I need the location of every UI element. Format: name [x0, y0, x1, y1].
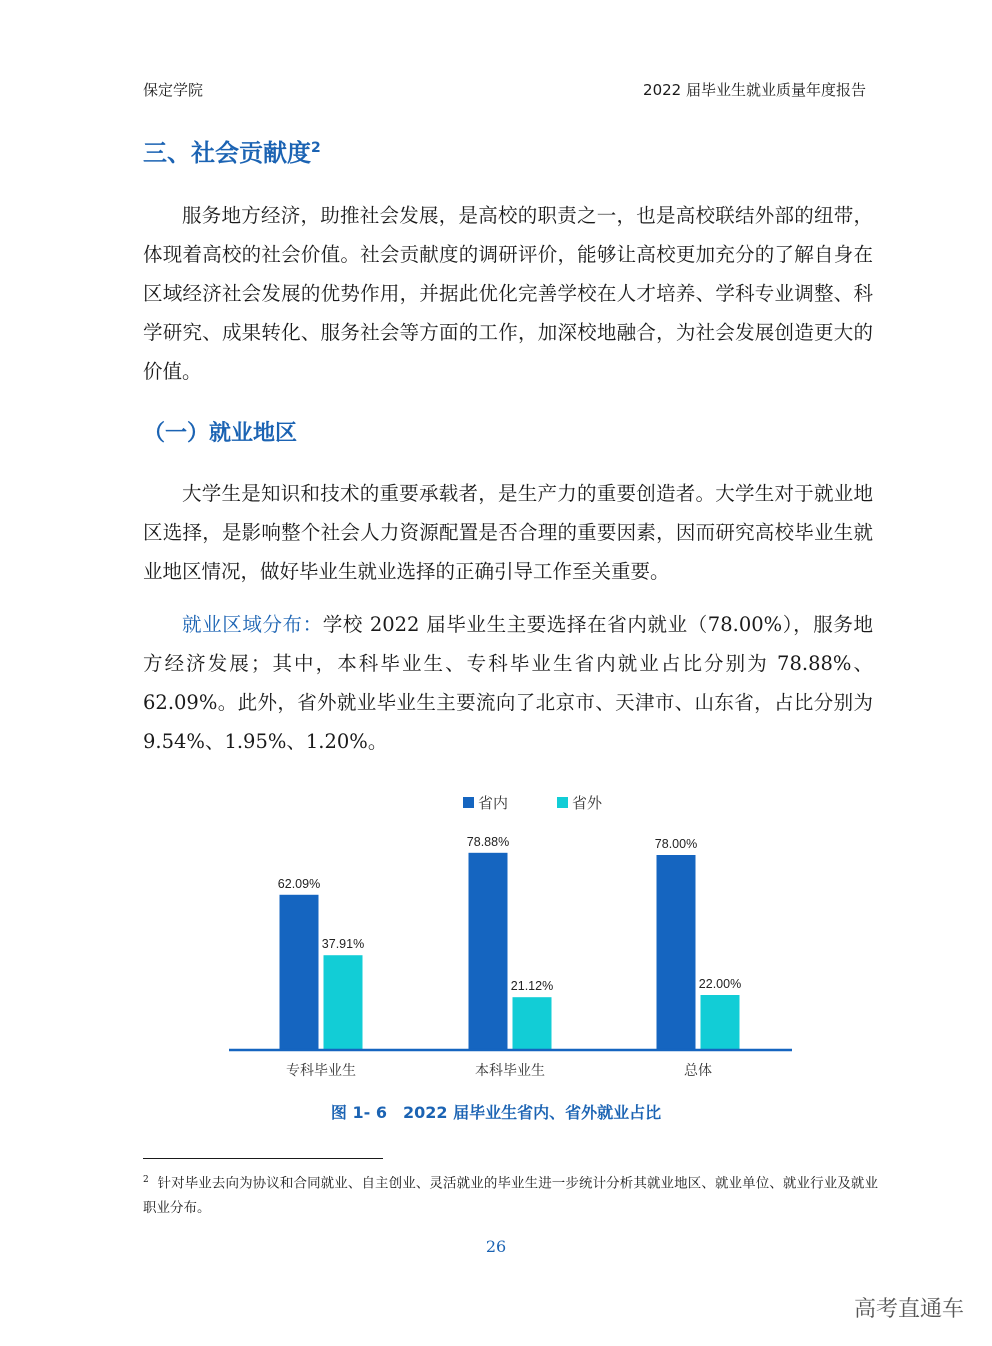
data-label-in-2: 78.88%	[466, 834, 510, 849]
footnote-marker: 2	[143, 1175, 149, 1185]
section-heading	[143, 133, 321, 168]
section-title: 三、社会贡献度	[143, 139, 311, 167]
paragraph-employment-region: 大学生是知识和技术的重要承载者，是生产力的重要创造者。大学生对于就业地区选择，是影响整个社会人力资源配置是否合理的重要因素，因而研究高校毕业生就业地区情况，做好毕业生就业选择的正确引导工作至关重要。	[143, 482, 873, 583]
data-label-out-1: 37.91%	[321, 937, 365, 952]
footnote-divider	[143, 1158, 383, 1159]
subsection-heading: （一）就业地区	[143, 421, 298, 446]
bar-out-1	[324, 955, 363, 1050]
bar-in-2	[469, 853, 508, 1050]
paragraph-region-distribution	[143, 605, 873, 761]
category-label-3: 总体	[684, 1062, 712, 1078]
watermark: 高考直通车	[853, 1297, 964, 1322]
legend-label-2: 省外	[572, 795, 603, 812]
footnote-text: 针对毕业去向为协议和合同就业、自主创业、灵活就业的毕业生进一步统计分析其就业地区、就业单位、就业行业及就业职业分布。	[143, 1175, 878, 1216]
category-label-2: 本科毕业生	[475, 1062, 545, 1078]
paragraph-lead-term: 就业区域分布：	[182, 613, 323, 636]
data-label-out-3: 22.00%	[698, 977, 742, 991]
footnote	[143, 1168, 878, 1220]
paragraph-social-contribution: 服务地方经济，助推社会发展，是高校的职责之一，也是高校联结外部的纽带，体现着高校的社会价值。社会贡献度的调研评价，能够让高校更加充分的了解自身在区域经济社会发展的优势作用，并据此优化完善学校在人才培养、学科专业调整、科学研究、成果转化、服务社会等方面的工作，加深校地融合，为社会发展创造更大的价值。	[143, 204, 873, 383]
bar-in-1	[280, 895, 319, 1050]
footnote-ref[interactable]: 2	[311, 140, 321, 156]
legend-label-1: 省内	[478, 795, 509, 812]
legend-swatch-1	[463, 797, 474, 808]
figure-caption: 图 1- 6 2022 届毕业生省内、省外就业占比	[330, 1103, 662, 1122]
bar-in-3	[657, 855, 696, 1050]
data-label-in-3: 78.00%	[654, 837, 698, 851]
category-label-1: 专科毕业生	[286, 1062, 356, 1078]
bar-out-2	[513, 997, 552, 1050]
data-label-in-1: 62.09%	[277, 876, 321, 891]
bar-chart	[0, 780, 992, 1100]
legend-swatch-2	[557, 797, 568, 808]
chart-svg	[0, 780, 992, 1100]
bar-out-3	[701, 995, 740, 1050]
header-institution: 保定学院	[143, 81, 204, 99]
header-report-title: 2022 届毕业生就业质量年度报告	[643, 81, 866, 99]
paragraph-body: 学校 2022 届毕业生主要选择在省内就业（78.00%），服务地方经济发展；其中，本科毕业生、专科毕业生省内就业占比分别为 78.88%、62.09%。此外，省外就业毕业生主要流向了北京市、天津市、山东省，占比分别为 9.54%、1.95%、1.20%。	[143, 613, 873, 753]
data-label-out-2: 21.12%	[510, 979, 554, 994]
page-number: 26	[485, 1237, 507, 1256]
